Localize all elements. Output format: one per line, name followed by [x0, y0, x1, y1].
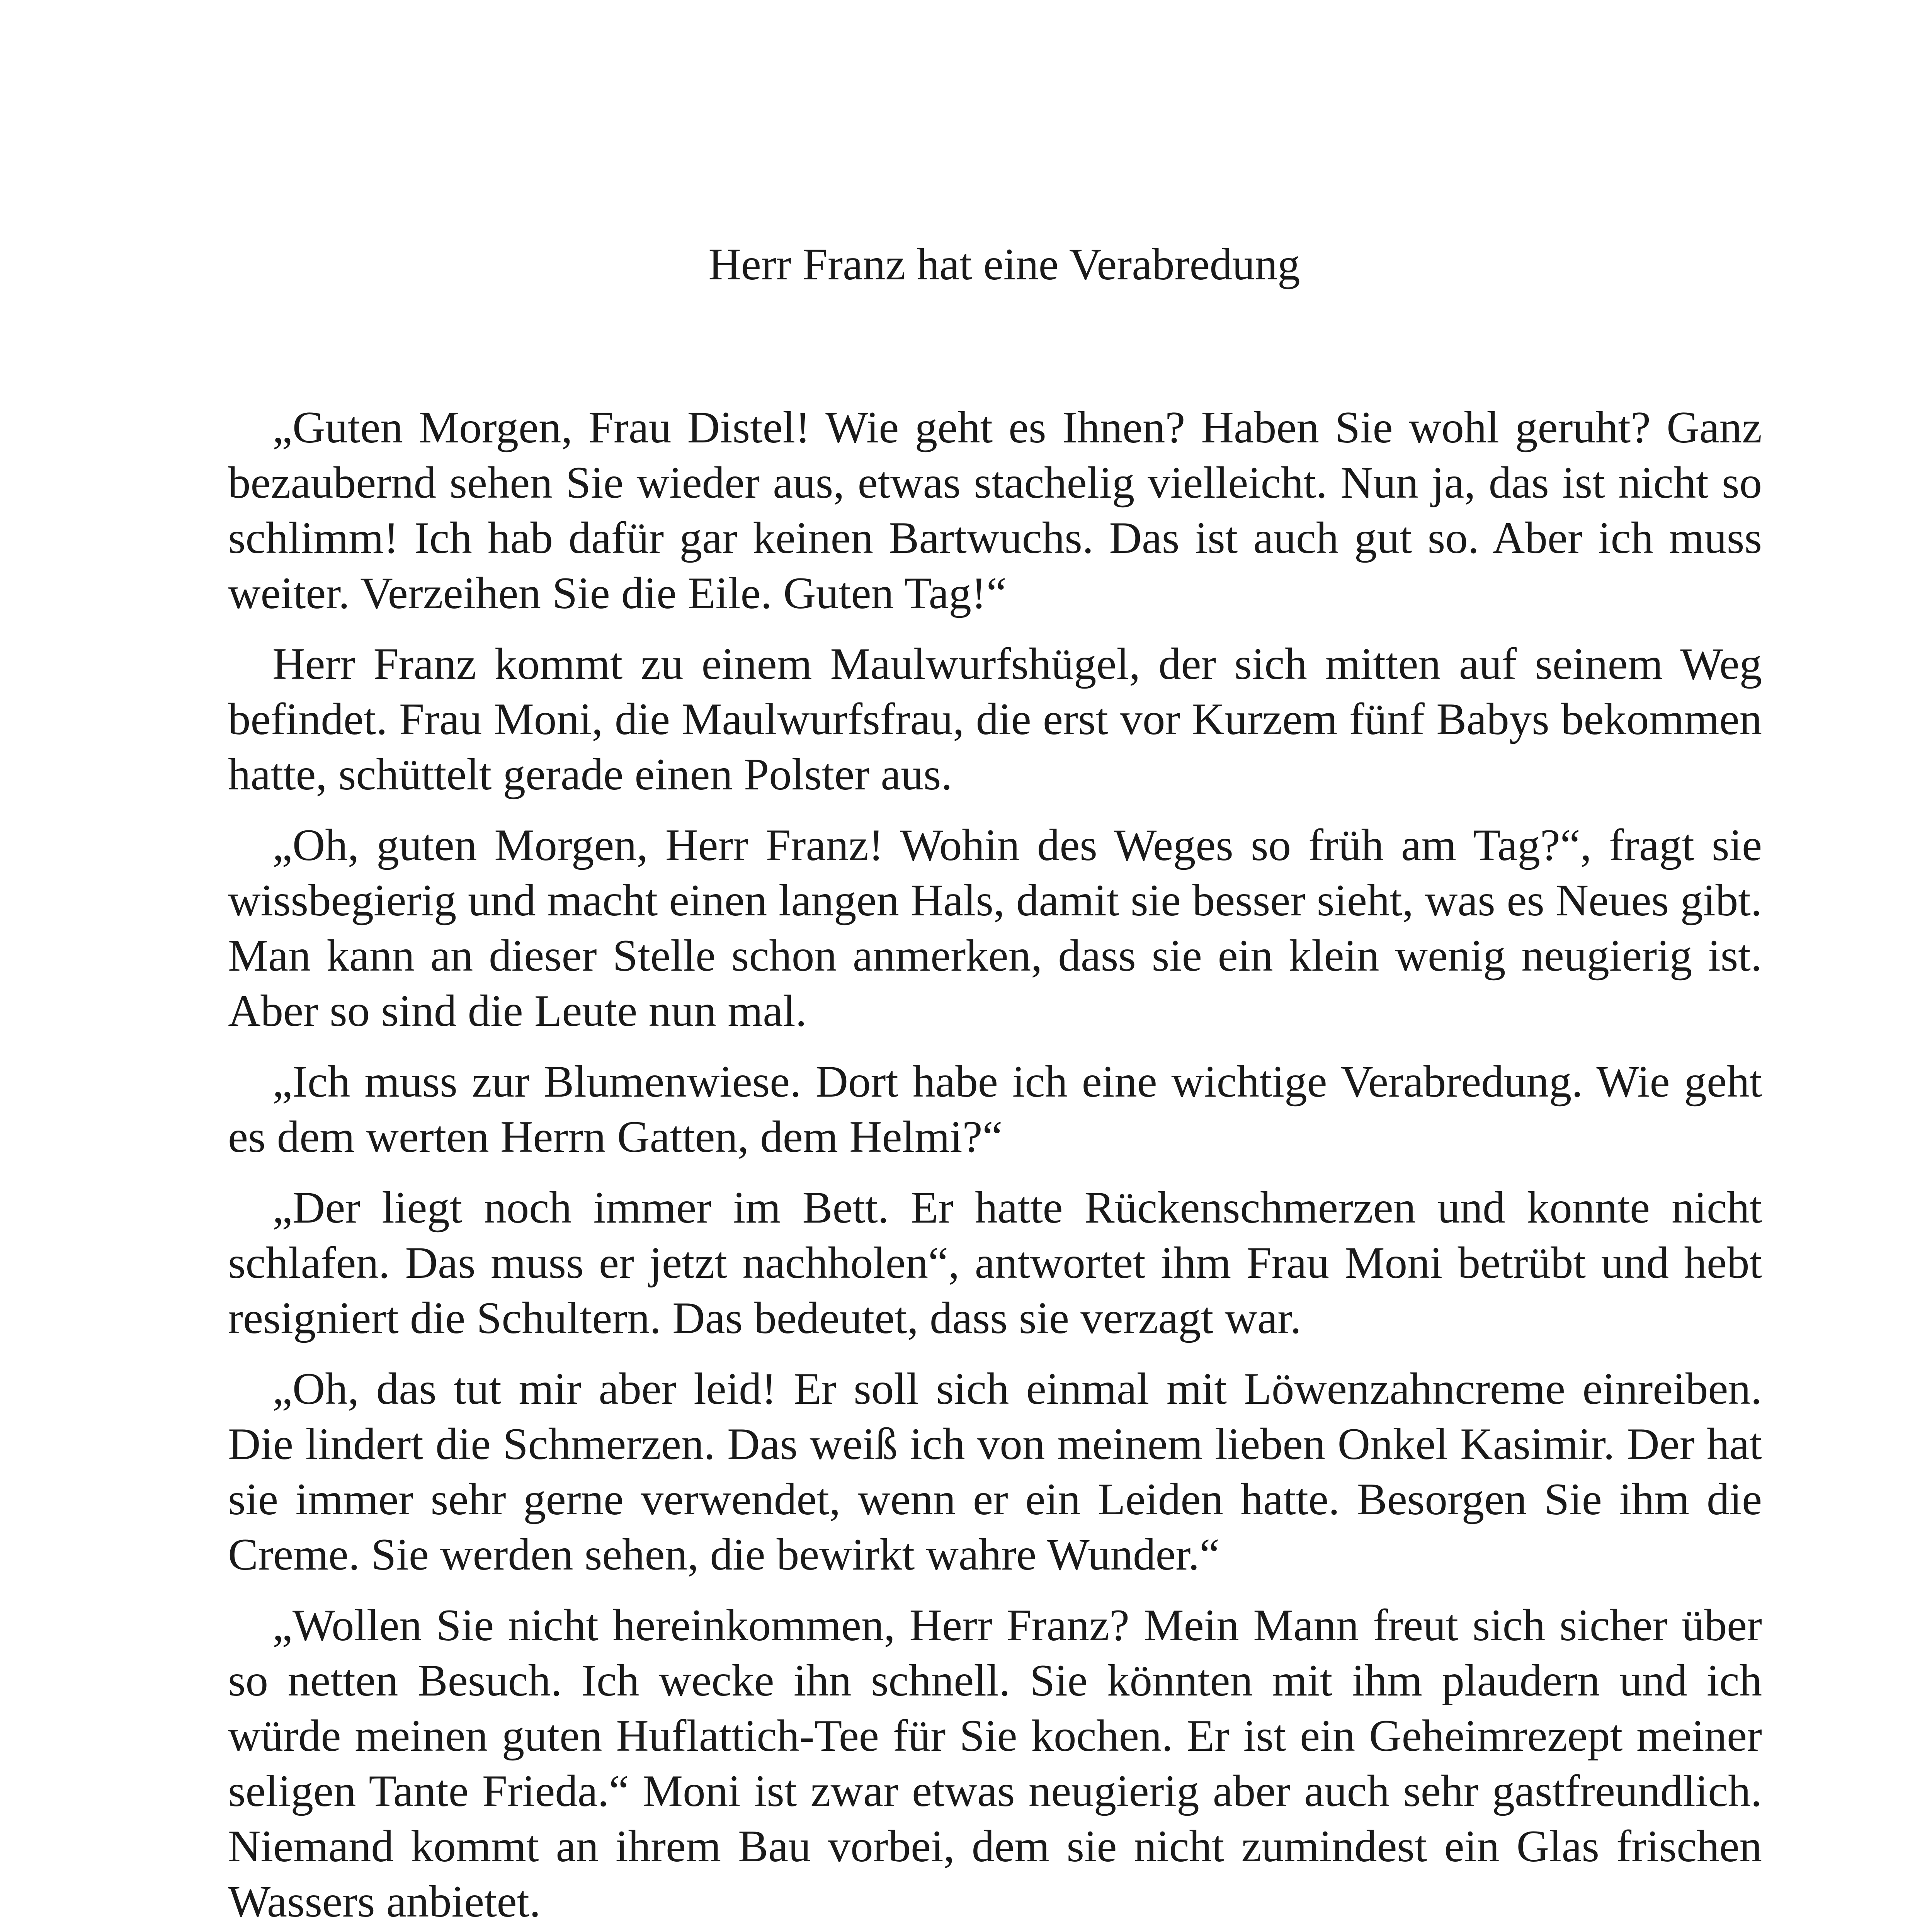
paragraph: Herr Franz kommt zu einem Maulwurfshügel, der sich mitten auf seinem Weg befindet. Frau Moni, die Maulwurfsfrau, die erst vor Kurzem fünf Babys bekommen hatte, schüttelt gerade einen Polster aus. [228, 639, 1762, 799]
chapter-title: Herr Franz hat eine Verabredung [708, 240, 1300, 289]
paragraph: „Oh, guten Morgen, Herr Franz! Wohin des Weges so früh am Tag?“, fragt sie wissbegierig und macht einen langen Hals, damit sie besser sieht, was es Neues gibt. Man kann an dieser Stelle schon anmerken, dass sie ein klein wenig neugierig ist. Aber so sind die Leute nun mal. [228, 820, 1762, 1036]
paragraph: „Ich muss zur Blumenwiese. Dort habe ich eine wichtige Verabredung. Wie geht es dem werten Herrn Gatten, dem Helmi?“ [228, 1057, 1762, 1162]
paragraph: „Oh, das tut mir aber leid! Er soll sich einmal mit Löwenzahncreme einreiben. Die lindert die Schmerzen. Das weiß ich von meinem lieben Onkel Kasimir. Der hat sie immer sehr gerne verwendet, wenn er ein Leiden hatte. Besorgen Sie ihm die Creme. Sie werden sehen, die bewirkt wahre Wunder.“ [228, 1364, 1762, 1580]
body-text [228, 400, 1762, 1932]
paragraph: „Wollen Sie nicht hereinkommen, Herr Franz? Mein Mann freut sich sicher über so netten Besuch. Ich wecke ihn schnell. Sie könnten mit ihm plaudern und ich würde meinen guten Huflattich-Tee für Sie kochen. Er ist ein Geheimrezept meiner seligen Tante Frieda.“ Moni ist zwar etwas neugierig aber auch sehr gastfreundlich. Niemand kommt an ihrem Bau vorbei, dem sie nicht zumindest ein Glas frischen Wassers anbietet. [228, 1600, 1762, 1927]
paragraph: „Guten Morgen, Frau Distel! Wie geht es Ihnen? Haben Sie wohl geruht? Ganz bezaubernd sehen Sie wieder aus, etwas stachelig vielleicht. Nun ja, das ist nicht so schlimm! Ich hab dafür gar keinen Bartwuchs. Das ist auch gut so. Aber ich muss weiter. Verzeihen Sie die Eile. Guten Tag!“ [228, 403, 1762, 618]
paragraph: „Der liegt noch immer im Bett. Er hatte Rückenschmerzen und konnte nicht schlafen. Das muss er jetzt nachholen“, antwortet ihm Frau Moni betrübt und hebt resigniert die Schultern. Das bedeutet, dass sie verzagt war. [228, 1183, 1762, 1343]
